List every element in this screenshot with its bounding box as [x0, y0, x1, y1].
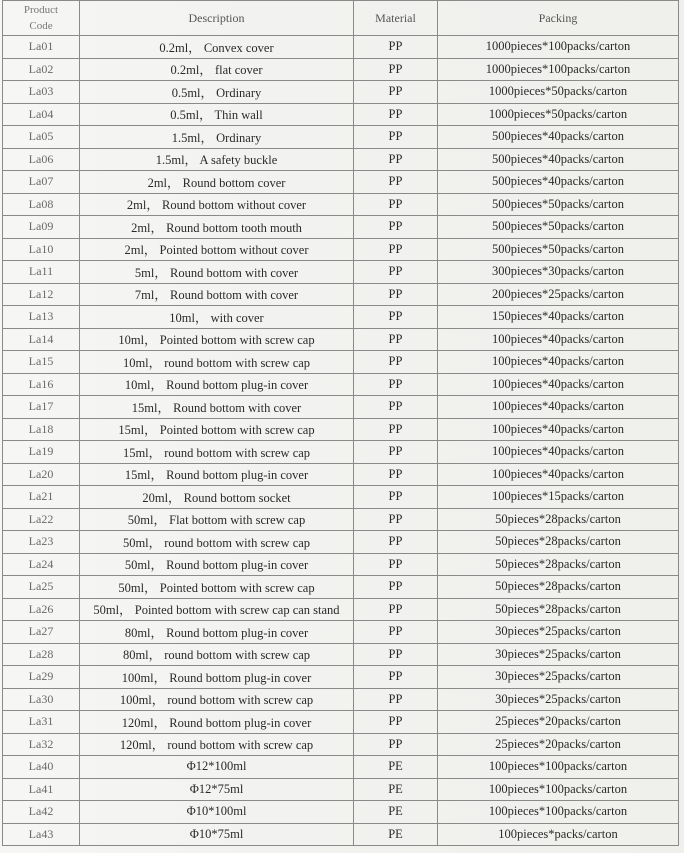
packing-cell: 500pieces*40packs/carton [438, 171, 679, 194]
description-cell: 50ml， round bottom with screw cap [80, 531, 354, 554]
table-row [3, 756, 679, 779]
description-cell: 10ml， Round bottom plug-in cover [80, 373, 354, 396]
material-cell: PP [354, 126, 438, 149]
product-code-cell: La24 [3, 553, 80, 576]
description-cell: 120ml， Round bottom plug-in cover [80, 711, 354, 734]
description-cell: 10ml， round bottom with screw cap [80, 351, 354, 374]
packing-cell: 500pieces*50packs/carton [438, 238, 679, 261]
header-packing: Packing [438, 1, 679, 36]
material-cell: PP [354, 441, 438, 464]
table-row [3, 328, 679, 351]
packing-cell: 30pieces*25packs/carton [438, 688, 679, 711]
material-cell: PP [354, 733, 438, 756]
description-cell: 2ml， Round bottom without cover [80, 193, 354, 216]
material-cell: PP [354, 373, 438, 396]
table-row [3, 103, 679, 126]
description-cell: Φ10*100ml [80, 801, 354, 824]
table-row [3, 351, 679, 374]
material-cell: PP [354, 306, 438, 329]
material-cell: PP [354, 81, 438, 104]
product-code-cell: La08 [3, 193, 80, 216]
packing-cell: 100pieces*40packs/carton [438, 351, 679, 374]
product-code-cell: La25 [3, 576, 80, 599]
product-code-cell: La04 [3, 103, 80, 126]
table-row [3, 711, 679, 734]
table-row [3, 621, 679, 644]
packing-cell: 30pieces*25packs/carton [438, 643, 679, 666]
product-code-cell: La18 [3, 418, 80, 441]
table-row [3, 126, 679, 149]
description-cell: 15ml， round bottom with screw cap [80, 441, 354, 464]
description-cell: 50ml， Pointed bottom with screw cap [80, 576, 354, 599]
material-cell: PP [354, 328, 438, 351]
table-row [3, 823, 679, 846]
table-row [3, 463, 679, 486]
material-cell: PP [354, 598, 438, 621]
table-row [3, 216, 679, 239]
product-code-cell: La12 [3, 283, 80, 306]
description-cell: 50ml， Round bottom plug-in cover [80, 553, 354, 576]
table-row [3, 778, 679, 801]
header-product-code [3, 1, 80, 36]
table-row [3, 733, 679, 756]
product-code-cell: La32 [3, 733, 80, 756]
product-code-cell: La23 [3, 531, 80, 554]
packing-cell: 50pieces*28packs/carton [438, 553, 679, 576]
table-row [3, 283, 679, 306]
table-row [3, 441, 679, 464]
material-cell: PP [354, 351, 438, 374]
description-cell: 10ml， Pointed bottom with screw cap [80, 328, 354, 351]
product-code-cell: La16 [3, 373, 80, 396]
table-header [3, 1, 679, 36]
product-code-cell: La11 [3, 261, 80, 284]
description-cell: 7ml， Round bottom with cover [80, 283, 354, 306]
product-code-cell: La13 [3, 306, 80, 329]
product-code-cell: La22 [3, 508, 80, 531]
table-row [3, 58, 679, 81]
material-cell: PP [354, 36, 438, 59]
product-code-cell: La31 [3, 711, 80, 734]
product-code-cell: La43 [3, 823, 80, 846]
material-cell: PP [354, 666, 438, 689]
packing-cell: 100pieces*packs/carton [438, 823, 679, 846]
material-cell: PP [354, 486, 438, 509]
description-cell: 1.5ml， A safety buckle [80, 148, 354, 171]
material-cell: PP [354, 103, 438, 126]
packing-cell: 50pieces*28packs/carton [438, 576, 679, 599]
product-code-cell: La41 [3, 778, 80, 801]
packing-cell: 100pieces*40packs/carton [438, 328, 679, 351]
description-cell: 10ml， with cover [80, 306, 354, 329]
table-row [3, 801, 679, 824]
table-body [3, 36, 679, 846]
description-cell: 80ml， round bottom with screw cap [80, 643, 354, 666]
packing-cell: 50pieces*28packs/carton [438, 508, 679, 531]
table-row [3, 508, 679, 531]
material-cell: PP [354, 193, 438, 216]
table-row [3, 238, 679, 261]
packing-cell: 100pieces*40packs/carton [438, 463, 679, 486]
product-code-cell: La05 [3, 126, 80, 149]
table-row [3, 36, 679, 59]
description-cell: Φ12*75ml [80, 778, 354, 801]
packing-cell: 1000pieces*50packs/carton [438, 81, 679, 104]
description-cell: 2ml， Pointed bottom without cover [80, 238, 354, 261]
packing-cell: 1000pieces*50packs/carton [438, 103, 679, 126]
packing-cell: 200pieces*25packs/carton [438, 283, 679, 306]
table-row [3, 373, 679, 396]
description-cell: 15ml， Round bottom with cover [80, 396, 354, 419]
material-cell: PP [354, 418, 438, 441]
description-cell: 15ml， Round bottom plug-in cover [80, 463, 354, 486]
packing-cell: 25pieces*20packs/carton [438, 733, 679, 756]
table-row [3, 261, 679, 284]
product-code-cell: La28 [3, 643, 80, 666]
packing-cell: 150pieces*40packs/carton [438, 306, 679, 329]
packing-cell: 1000pieces*100packs/carton [438, 36, 679, 59]
description-cell: 15ml， Pointed bottom with screw cap [80, 418, 354, 441]
packing-cell: 100pieces*40packs/carton [438, 441, 679, 464]
product-code-cell: La09 [3, 216, 80, 239]
packing-cell: 100pieces*100packs/carton [438, 756, 679, 779]
packing-cell: 100pieces*100packs/carton [438, 801, 679, 824]
packing-cell: 50pieces*28packs/carton [438, 531, 679, 554]
material-cell: PP [354, 148, 438, 171]
packing-cell: 300pieces*30packs/carton [438, 261, 679, 284]
packing-cell: 25pieces*20packs/carton [438, 711, 679, 734]
packing-cell: 100pieces*100packs/carton [438, 778, 679, 801]
description-cell: 2ml， Round bottom cover [80, 171, 354, 194]
product-code-cell: La17 [3, 396, 80, 419]
header-code-line2: Code [29, 20, 53, 32]
packing-cell: 500pieces*40packs/carton [438, 126, 679, 149]
product-code-cell: La26 [3, 598, 80, 621]
packing-cell: 100pieces*40packs/carton [438, 373, 679, 396]
packing-cell: 500pieces*40packs/carton [438, 148, 679, 171]
material-cell: PE [354, 756, 438, 779]
table-row [3, 643, 679, 666]
description-cell: 120ml， round bottom with screw cap [80, 733, 354, 756]
material-cell: PE [354, 823, 438, 846]
product-code-cell: La30 [3, 688, 80, 711]
material-cell: PP [354, 261, 438, 284]
description-cell: 0.2ml， flat cover [80, 58, 354, 81]
packing-cell: 50pieces*28packs/carton [438, 598, 679, 621]
product-code-cell: La19 [3, 441, 80, 464]
description-cell: 1.5ml， Ordinary [80, 126, 354, 149]
description-cell: Φ12*100ml [80, 756, 354, 779]
table-row [3, 396, 679, 419]
packing-cell: 100pieces*15packs/carton [438, 486, 679, 509]
description-cell: 50ml， Pointed bottom with screw cap can stand [80, 598, 354, 621]
description-cell: Φ10*75ml [80, 823, 354, 846]
table-row [3, 193, 679, 216]
product-code-cell: La27 [3, 621, 80, 644]
table-row [3, 598, 679, 621]
product-code-cell: La21 [3, 486, 80, 509]
packing-cell: 1000pieces*100packs/carton [438, 58, 679, 81]
description-cell: 0.5ml， Ordinary [80, 81, 354, 104]
material-cell: PP [354, 688, 438, 711]
packing-cell: 100pieces*40packs/carton [438, 418, 679, 441]
material-cell: PP [354, 171, 438, 194]
packing-cell: 30pieces*25packs/carton [438, 666, 679, 689]
material-cell: PP [354, 643, 438, 666]
material-cell: PP [354, 463, 438, 486]
table-row [3, 531, 679, 554]
material-cell: PP [354, 711, 438, 734]
description-cell: 80ml， Round bottom plug-in cover [80, 621, 354, 644]
material-cell: PP [354, 553, 438, 576]
material-cell: PP [354, 58, 438, 81]
product-code-cell: La29 [3, 666, 80, 689]
packing-cell: 100pieces*40packs/carton [438, 396, 679, 419]
product-code-cell: La02 [3, 58, 80, 81]
description-cell: 0.2ml， Convex cover [80, 36, 354, 59]
material-cell: PP [354, 216, 438, 239]
description-cell: 0.5ml， Thin wall [80, 103, 354, 126]
description-cell: 100ml， Round bottom plug-in cover [80, 666, 354, 689]
product-code-cell: La07 [3, 171, 80, 194]
header-description: Description [80, 1, 354, 36]
table-row [3, 553, 679, 576]
product-table [2, 0, 679, 846]
material-cell: PP [354, 508, 438, 531]
table-row [3, 306, 679, 329]
description-cell: 100ml， round bottom with screw cap [80, 688, 354, 711]
material-cell: PE [354, 778, 438, 801]
header-code-line1: Product [23, 4, 59, 16]
table-row [3, 576, 679, 599]
table-row [3, 418, 679, 441]
material-cell: PP [354, 576, 438, 599]
product-code-cell: La06 [3, 148, 80, 171]
table-row [3, 486, 679, 509]
table-row [3, 148, 679, 171]
product-code-cell: La03 [3, 81, 80, 104]
packing-cell: 30pieces*25packs/carton [438, 621, 679, 644]
product-code-cell: La40 [3, 756, 80, 779]
packing-cell: 500pieces*50packs/carton [438, 193, 679, 216]
material-cell: PP [354, 531, 438, 554]
material-cell: PE [354, 801, 438, 824]
description-cell: 5ml， Round bottom with cover [80, 261, 354, 284]
description-cell: 2ml， Round bottom tooth mouth [80, 216, 354, 239]
material-cell: PP [354, 283, 438, 306]
product-code-cell: La15 [3, 351, 80, 374]
product-code-cell: La20 [3, 463, 80, 486]
table-row [3, 171, 679, 194]
description-cell: 20ml， Round bottom socket [80, 486, 354, 509]
product-code-cell: La10 [3, 238, 80, 261]
product-code-cell: La42 [3, 801, 80, 824]
material-cell: PP [354, 396, 438, 419]
table-row [3, 688, 679, 711]
header-material: Material [354, 1, 438, 36]
product-code-cell: La14 [3, 328, 80, 351]
packing-cell: 500pieces*50packs/carton [438, 216, 679, 239]
material-cell: PP [354, 238, 438, 261]
material-cell: PP [354, 621, 438, 644]
product-code-cell: La01 [3, 36, 80, 59]
description-cell: 50ml， Flat bottom with screw cap [80, 508, 354, 531]
table-row [3, 81, 679, 104]
table-row [3, 666, 679, 689]
